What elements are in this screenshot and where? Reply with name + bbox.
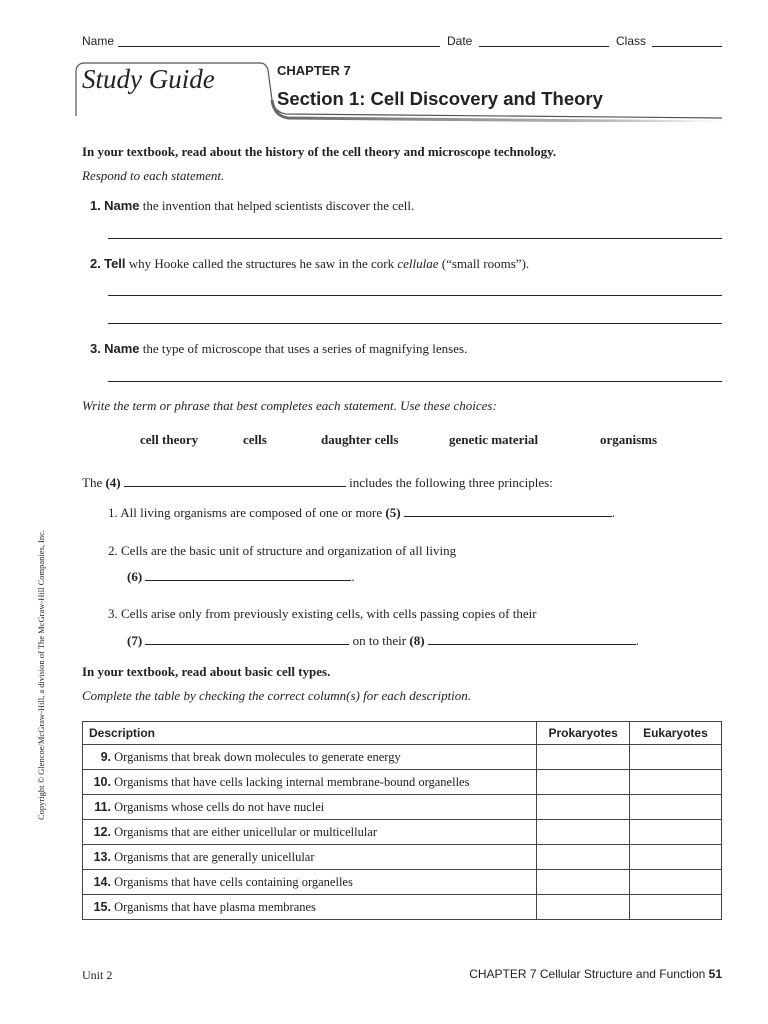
principle-2-blank-row: (6) . — [127, 569, 355, 584]
blank-7[interactable] — [145, 632, 349, 645]
part1-instruction: In your textbook, read about the history of the cell theory and microscope technology. — [82, 144, 557, 159]
question-2 — [90, 256, 529, 272]
q3-number: 3. — [90, 341, 101, 356]
copyright-notice: Copyright © Glencoe/McGraw-Hill, a division of The McGraw-Hill Companies, Inc. — [36, 529, 46, 820]
row-13-description — [83, 845, 537, 870]
row-15-text: Organisms that have plasma membranes — [114, 899, 316, 914]
class-label: Class — [616, 34, 647, 48]
q2-text-a: why Hooke called the structures he saw in the cork — [125, 256, 398, 271]
q1-verb: Name — [104, 198, 140, 213]
row-14-description — [83, 870, 537, 895]
row-10-eukaryotes-cell[interactable] — [629, 770, 721, 795]
row-13-number: 13. — [93, 849, 111, 864]
date-field[interactable] — [479, 34, 609, 47]
table-row — [83, 745, 722, 770]
chapter-label: CHAPTER 7 — [277, 63, 351, 78]
principle-3 — [108, 606, 537, 622]
footer-unit: Unit 2 — [82, 968, 113, 982]
row-14-text: Organisms that have cells containing organelles — [114, 874, 353, 889]
table-row — [83, 870, 722, 895]
header-eukaryotes: Eukaryotes — [629, 722, 721, 745]
choice-cell-theory: cell theory — [140, 432, 199, 447]
q1-number: 1. — [90, 198, 101, 213]
table-row — [83, 845, 722, 870]
q2-text-b: (“small rooms”). — [438, 256, 530, 271]
q3-verb: Name — [104, 341, 140, 356]
row-12-number: 12. — [93, 824, 111, 839]
date-label: Date — [447, 34, 473, 48]
blank-7-number: (7) — [127, 633, 143, 648]
blank-5-number: (5) — [385, 505, 401, 520]
row-10-prokaryotes-cell[interactable] — [537, 770, 629, 795]
row-15-prokaryotes-cell[interactable] — [537, 895, 629, 920]
row-15-eukaryotes-cell[interactable] — [629, 895, 721, 920]
header-description: Description — [83, 722, 537, 745]
header-prokaryotes: Prokaryotes — [537, 722, 629, 745]
q3-text: the type of microscope that uses a series of magnifying lenses. — [139, 341, 468, 356]
question-3 — [90, 341, 467, 357]
q3-answer-line[interactable] — [108, 381, 722, 382]
blank-4-number: (4) — [105, 475, 121, 490]
row-14-number: 14. — [93, 874, 111, 889]
choice-genetic-material: genetic material — [449, 432, 539, 447]
row-11-description — [83, 795, 537, 820]
row-15-number: 15. — [93, 899, 111, 914]
choice-organisms: organisms — [600, 432, 658, 447]
row-12-description — [83, 820, 537, 845]
q2-verb: Tell — [104, 256, 126, 271]
choice-cells: cells — [243, 432, 267, 447]
name-field[interactable] — [118, 34, 440, 47]
part2-instruction: Write the term or phrase that best completes each statement. Use these choices: — [82, 398, 497, 413]
choice-daughter-cells: daughter cells — [321, 432, 399, 447]
cell-types-table — [82, 721, 722, 920]
row-9-number: 9. — [100, 749, 111, 764]
row-11-number: 11. — [94, 799, 111, 814]
row-11-prokaryotes-cell[interactable] — [537, 795, 629, 820]
statement-4-rest: includes the following three principles: — [349, 475, 553, 490]
class-field[interactable] — [652, 34, 722, 47]
principle-1-text: 1. All living organisms are composed of one or more — [108, 505, 383, 520]
row-12-prokaryotes-cell[interactable] — [537, 820, 629, 845]
blank-6-number: (6) — [127, 569, 143, 584]
header-fields — [82, 34, 722, 48]
the-word: The — [82, 475, 103, 490]
blank-4[interactable] — [124, 474, 346, 487]
row-13-eukaryotes-cell[interactable] — [629, 845, 721, 870]
name-label: Name — [82, 34, 115, 48]
blank-5[interactable] — [404, 504, 612, 517]
footer-chapter-title: CHAPTER 7 Cellular Structure and Function — [469, 967, 706, 981]
table-header-row — [83, 722, 722, 745]
row-9-text: Organisms that break down molecules to generate energy — [114, 749, 401, 764]
table-row — [83, 820, 722, 845]
principle-3-blank-row: (7) on to their (8) . — [127, 633, 640, 648]
row-13-text: Organisms that are generally unicellular — [114, 849, 315, 864]
row-9-prokaryotes-cell[interactable] — [537, 745, 629, 770]
study-guide-title: Study Guide — [82, 64, 215, 94]
part3-subinstruction: Complete the table by checking the correct column(s) for each description. — [82, 688, 472, 703]
row-10-text: Organisms that have cells lacking internal membrane-bound organelles — [114, 774, 470, 789]
question-1 — [90, 198, 414, 214]
part1-subinstruction: Respond to each statement. — [82, 168, 225, 183]
row-11-text: Organisms whose cells do not have nuclei — [114, 799, 325, 814]
row-10-number: 10. — [93, 774, 111, 789]
q2-answer-line-1[interactable] — [108, 295, 722, 296]
row-14-eukaryotes-cell[interactable] — [629, 870, 721, 895]
footer-chapter — [469, 967, 722, 981]
row-9-description — [83, 745, 537, 770]
principle-1: 1. All living organisms are composed of one or more (5) . — [108, 505, 616, 520]
q2-answer-line-2[interactable] — [108, 323, 722, 324]
on-to-their: on to their — [352, 633, 407, 648]
part3-instruction: In your textbook, read about basic cell types. — [82, 664, 331, 679]
principle-2-text: 2. Cells are the basic unit of structure and organization of all living — [108, 543, 457, 558]
row-9-eukaryotes-cell[interactable] — [629, 745, 721, 770]
row-12-text: Organisms that are either unicellular or multicellular — [114, 824, 377, 839]
row-12-eukaryotes-cell[interactable] — [629, 820, 721, 845]
blank-8-number: (8) — [409, 633, 425, 648]
principle-3-text: 3. Cells arise only from previously existing cells, with cells passing copies of their — [108, 606, 537, 621]
row-11-eukaryotes-cell[interactable] — [629, 795, 721, 820]
q2-number: 2. — [90, 256, 101, 271]
blank-6[interactable] — [145, 568, 351, 581]
statement-4 — [82, 474, 553, 491]
q2-italic-term: cellulae — [397, 256, 439, 271]
q1-text: the invention that helped scientists discover the cell. — [139, 198, 415, 213]
q1-answer-line[interactable] — [108, 238, 722, 239]
table-row — [83, 770, 722, 795]
blank-8[interactable] — [428, 632, 636, 645]
row-10-description — [83, 770, 537, 795]
principle-2 — [108, 543, 456, 559]
row-14-prokaryotes-cell[interactable] — [537, 870, 629, 895]
row-15-description — [83, 895, 537, 920]
section-title: Section 1: Cell Discovery and Theory — [277, 88, 603, 109]
row-13-prokaryotes-cell[interactable] — [537, 845, 629, 870]
page-number: 51 — [708, 967, 722, 981]
table-row — [83, 895, 722, 920]
table-row — [83, 795, 722, 820]
